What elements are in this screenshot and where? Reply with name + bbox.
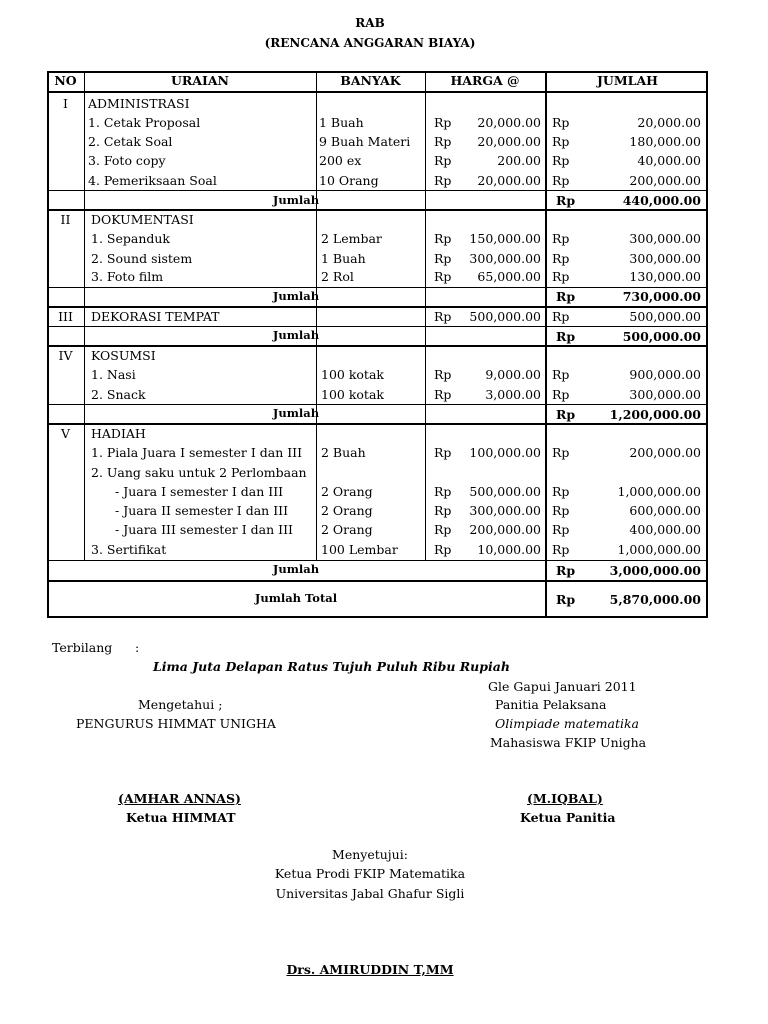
item-price: 300,000.00 [469,251,541,266]
item-price: 20,000.00 [477,115,541,130]
item-total: 300,000.00 [629,387,701,402]
right-org-1: Panitia Pelaksana [495,697,607,712]
item-price: 20,000.00 [477,134,541,149]
item-qty: 2 Lembar [321,231,382,246]
right-org-2: Olimpiade matematika [495,716,640,731]
header-uraian: URAIAN [171,73,229,88]
item-qty: 2 Orang [321,484,373,499]
item-total-currency: Rp [552,445,570,460]
item-total: 40,000.00 [637,153,701,168]
document-subtitle: (RENCANA ANGGARAN BIAYA) [264,36,476,50]
item-total: 180,000.00 [629,134,701,149]
item-total: 1,000,000.00 [617,542,701,557]
section-title: ADMINISTRASI [88,96,190,111]
left-label: Mengetahui ; [138,697,223,712]
item-total: 200,000.00 [629,173,701,188]
item-price: 65,000.00 [477,269,541,284]
item-text: 2. Cetak Soal [88,134,173,149]
item-total: 500,000.00 [629,309,701,324]
item-price-currency: Rp [434,367,452,382]
item-total-currency: Rp [552,231,570,246]
col-divider-uraian [316,71,317,561]
item-price-currency: Rp [434,387,452,402]
item-price-currency: Rp [434,269,452,284]
subtotal-currency: Rp [556,289,576,304]
left-signatory-name: (AMHAR ANNAS) [118,791,241,806]
item-qty: 1 Buah [321,251,366,266]
item-price-currency: Rp [434,542,452,557]
item-total: 400,000.00 [629,522,701,537]
header-rule [47,91,708,93]
item-total: 300,000.00 [629,251,701,266]
approve-org-2: Universitas Jabal Ghafur Sigli [275,886,465,901]
item-qty: 100 kotak [321,387,384,402]
row-rule [47,326,708,327]
section-no: IV [58,348,73,363]
item-qty: 2 Orang [321,503,373,518]
item-total-currency: Rp [552,542,570,557]
item-price: 200,000.00 [469,522,541,537]
row-rule [47,287,708,288]
item-price-currency: Rp [434,503,452,518]
item-price: 300,000.00 [469,503,541,518]
item-total-currency: Rp [552,269,570,284]
item-qty: 2 Rol [321,269,354,284]
section-title: KOSUMSI [91,348,156,363]
item-total-currency: Rp [552,503,570,518]
grand-total-currency: Rp [556,592,576,607]
item-text: 2. Sound sistem [91,251,193,266]
item-price: 10,000.00 [477,542,541,557]
item-total: 600,000.00 [629,503,701,518]
item-text: 2. Uang saku untuk 2 Perlombaan [91,465,307,480]
item-price: 150,000.00 [469,231,541,246]
approve-org-1: Ketua Prodi FKIP Matematika [274,866,466,881]
subtotal-label: Jumlah [272,289,320,303]
subtotal-value: 1,200,000.00 [609,407,701,422]
section-title: DOKUMENTASI [91,212,194,227]
subtotal-label: Jumlah [272,193,320,207]
item-total-currency: Rp [552,251,570,266]
subtotal-label: Jumlah [272,328,320,342]
item-price: 9,000.00 [485,367,541,382]
subtotal-value: 440,000.00 [622,193,701,208]
item-text: 3. Foto film [91,269,164,284]
section-no: II [60,212,71,227]
subtotal-value: 730,000.00 [622,289,701,304]
item-text: - Juara I semester I dan III [115,484,284,499]
left-signatory-title: Ketua HIMMAT [126,810,236,825]
row-rule [47,580,708,582]
item-price-currency: Rp [434,309,452,324]
item-price: 3,000.00 [485,387,541,402]
item-price-currency: Rp [434,153,452,168]
item-total-currency: Rp [552,367,570,382]
section-title: HADIAH [91,426,146,441]
item-total-currency: Rp [552,387,570,402]
item-qty: 9 Buah Materi [319,134,411,149]
item-price-currency: Rp [434,484,452,499]
row-rule [47,345,708,347]
item-price: 500,000.00 [469,484,541,499]
section-title: DEKORASI TEMPAT [91,309,220,324]
left-org: PENGURUS HIMMAT UNIGHA [76,716,276,731]
item-price: 20,000.00 [477,173,541,188]
item-text: 3. Foto copy [88,153,166,168]
subtotal-value: 500,000.00 [622,329,701,344]
subtotal-label: Jumlah [272,562,320,576]
section-no: I [63,96,68,111]
item-price-currency: Rp [434,251,452,266]
header-harga: HARGA @ [450,73,520,88]
item-total: 900,000.00 [629,367,701,382]
item-price: 100,000.00 [469,445,541,460]
document-title: RAB [355,16,385,30]
item-total-currency: Rp [552,115,570,130]
item-qty: 100 Lembar [321,542,398,557]
row-rule [47,306,708,308]
item-total-currency: Rp [552,173,570,188]
item-price-currency: Rp [434,115,452,130]
item-text: 1. Sepanduk [91,231,170,246]
subtotal-label: Jumlah [272,406,320,420]
grand-total-label: Jumlah Total [254,591,338,605]
row-rule [47,404,708,405]
item-price-currency: Rp [434,134,452,149]
row-rule [47,190,708,191]
item-total-currency: Rp [552,522,570,537]
subtotal-currency: Rp [556,329,576,344]
item-total: 20,000.00 [637,115,701,130]
subtotal-currency: Rp [556,193,576,208]
item-text: 3. Sertifikat [91,542,167,557]
item-text: 1. Nasi [91,367,136,382]
item-total: 200,000.00 [629,445,701,460]
item-price: 200.00 [497,153,541,168]
header-banyak: BANYAK [340,73,401,88]
right-org-3: Mahasiswa FKIP Unigha [490,735,647,750]
item-qty: 1 Buah [319,115,364,130]
item-qty: 100 kotak [321,367,384,382]
item-text: 1. Cetak Proposal [88,115,201,130]
item-price-currency: Rp [434,522,452,537]
item-qty: 2 Buah [321,445,366,460]
item-total: 300,000.00 [629,231,701,246]
row-rule [47,560,708,561]
terbilang-text: Lima Juta Delapan Ratus Tujuh Puluh Ribu Rupiah [153,659,510,674]
place-date: Gle Gapui Januari 2011 [488,679,637,694]
right-signatory-name: (M.IQBAL) [527,791,603,806]
item-total-currency: Rp [552,134,570,149]
item-text: - Juara II semester I dan III [115,503,289,518]
item-total: 1,000,000.00 [617,484,701,499]
item-text: 4. Pemeriksaan Soal [88,173,217,188]
row-rule [47,209,708,211]
terbilang-label: Terbilang [52,640,113,655]
subtotal-value: 3,000,000.00 [609,563,701,578]
approve-label: Menyetujui: [332,847,408,862]
item-price: 500,000.00 [469,309,541,324]
item-total-currency: Rp [552,309,570,324]
col-divider-banyak [425,71,426,561]
section-no: III [58,309,73,324]
item-total-currency: Rp [552,484,570,499]
header-no: NO [54,73,77,88]
item-text: 1. Piala Juara I semester I dan III [91,445,303,460]
row-rule [47,423,708,425]
item-total-currency: Rp [552,153,570,168]
terbilang-colon: : [135,640,140,655]
header-jumlah: JUMLAH [597,73,658,88]
item-total: 130,000.00 [629,269,701,284]
subtotal-currency: Rp [556,407,576,422]
section-no: V [60,426,71,441]
item-text: - Juara III semester I dan III [115,522,293,537]
item-price-currency: Rp [434,445,452,460]
right-signatory-title: Ketua Panitia [520,810,616,825]
grand-total-value: 5,870,000.00 [609,592,701,607]
item-qty: 200 ex [319,153,362,168]
item-qty: 2 Orang [321,522,373,537]
item-price-currency: Rp [434,231,452,246]
approve-signatory-name [0,962,740,977]
approve-signatory-name-text: Drs. AMIRUDDIN T,MM [286,962,454,977]
item-qty: 10 Orang [319,173,379,188]
item-price-currency: Rp [434,173,452,188]
subtotal-currency: Rp [556,563,576,578]
col-divider-no [84,71,85,561]
item-text: 2. Snack [91,387,146,402]
